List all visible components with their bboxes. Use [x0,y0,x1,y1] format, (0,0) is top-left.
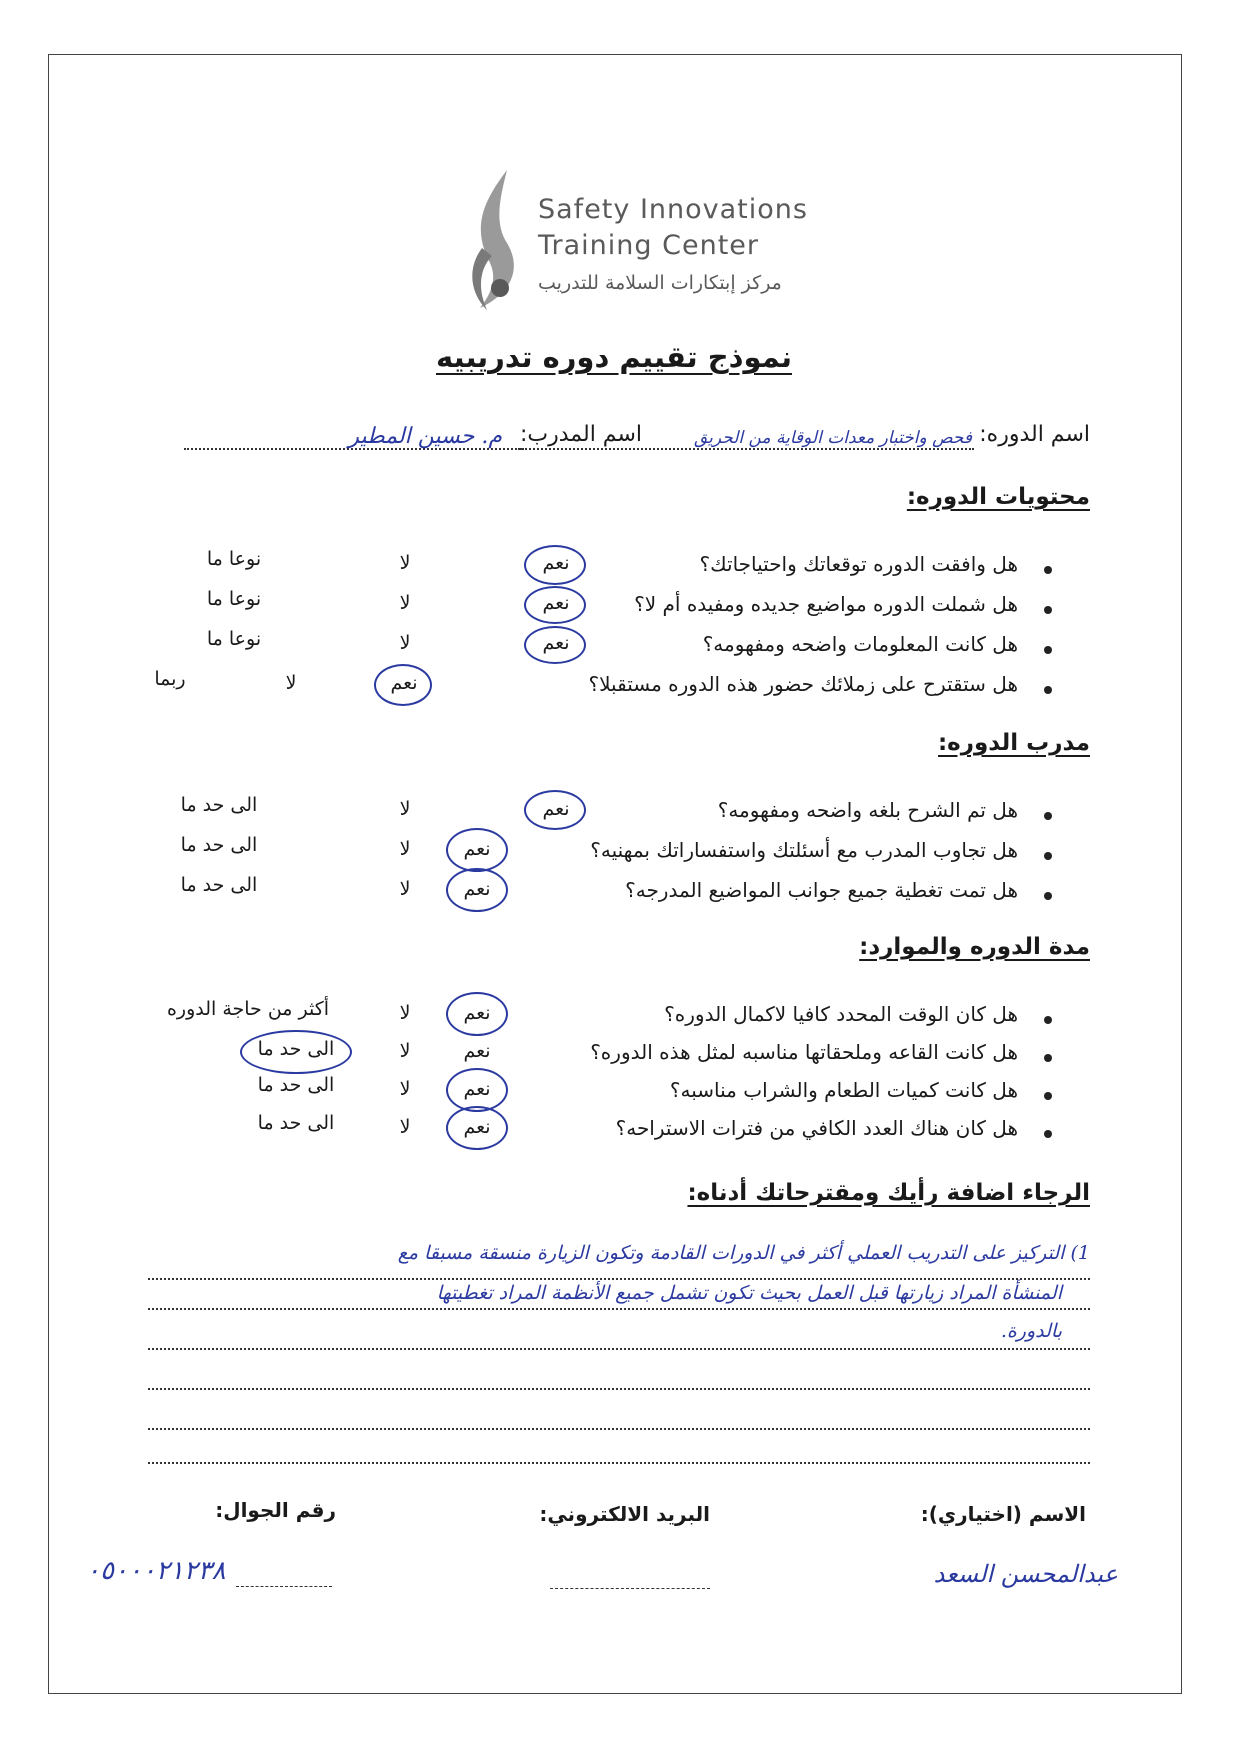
option-yes[interactable]: نعم [542,592,570,614]
option-no[interactable]: لا [399,632,411,654]
logo-flame-icon [462,168,532,318]
question-text: هل كان الوقت المحدد كافيا لاكمال الدوره؟ [664,1002,1018,1026]
question-text: هل كان هناك العدد الكافي من فترات الاستراحه؟ [615,1116,1018,1140]
logo [462,168,808,308]
phone-label: رقم الجوال: [215,1498,336,1522]
comment-line-4[interactable] [148,1388,1090,1390]
option-no[interactable]: لا [399,1002,411,1024]
option-yes[interactable]: نعم [542,798,570,820]
option-no[interactable]: لا [399,552,411,574]
option-maybe[interactable]: نوعا ما [206,628,262,650]
option-maybe[interactable]: الى حد ما [180,874,258,896]
option-no[interactable]: لا [399,798,411,820]
section-heading-duration: مدة الدوره والموارد: [859,934,1090,960]
bullet [1044,1054,1052,1062]
comment-line-3[interactable] [148,1348,1090,1350]
bullet [1044,852,1052,860]
option-no[interactable]: لا [399,878,411,900]
option-yes[interactable]: نعم [390,672,418,694]
bullet [1044,566,1052,574]
email-label: البريد الالكتروني: [539,1502,710,1526]
comments-heading: الرجاء اضافة رأيك ومقترحاتك أدناه: [687,1180,1090,1206]
option-yes[interactable]: نعم [463,1002,491,1024]
comment-text-2: المنشأة المراد زيارتها قبل العمل بحيث تكون تشمل جميع الأنظمة المراد تغطيتها [436,1282,1062,1304]
option-yes[interactable]: نعم [542,552,570,574]
comment-line-2[interactable] [148,1308,1090,1310]
option-maybe[interactable]: ربما [154,668,186,690]
bullet [1044,686,1052,694]
bullet [1044,892,1052,900]
trainer-label: اسم المدرب: [519,422,642,447]
page-title: نموذج تقييم دوره تدريبيه [436,340,792,374]
logo-arabic: مركز إبتكارات السلامة للتدريب [538,272,782,294]
option-yes[interactable]: نعم [463,1078,491,1100]
option-yes[interactable]: نعم [463,878,491,900]
bullet [1044,606,1052,614]
option-no[interactable]: لا [399,1078,411,1100]
option-maybe[interactable]: نوعا ما [206,548,262,570]
comment-line-5[interactable] [148,1428,1090,1430]
question-text: هل تمت تغطية جميع جوانب المواضيع المدرجه؟ [625,878,1018,902]
email-field[interactable] [550,1588,710,1589]
phone-underline [236,1586,332,1587]
bullet [1044,1092,1052,1100]
option-maybe[interactable]: نوعا ما [206,588,262,610]
option-no[interactable]: لا [399,592,411,614]
comment-line-6[interactable] [148,1462,1090,1464]
section-heading-contents: محتويات الدوره: [906,484,1090,510]
option-more-than-needed[interactable]: أكثر من حاجة الدوره [166,998,330,1020]
question-text: هل كانت كميات الطعام والشراب مناسبه؟ [669,1078,1018,1102]
option-yes[interactable]: نعم [463,1040,491,1062]
option-yes[interactable]: نعم [463,838,491,860]
logo-line-2: Training Center [538,230,759,261]
question-text: هل ستقترح على زملائك حضور هذه الدوره مستقبلا؟ [588,672,1018,696]
course-value: فحص واختبار معدات الوقاية من الحريق [693,428,972,448]
option-maybe[interactable]: الى حد ما [257,1074,335,1096]
phone-value[interactable]: ٠٥٠٠٠٢١٢٣٨ [86,1556,226,1586]
question-text: هل تم الشرح بلغه واضحه ومفهومه؟ [717,798,1018,822]
question-text: هل شملت الدوره مواضيع جديده ومفيده أم لا؟ [634,592,1018,616]
trainer-value: م. حسين المطير [348,424,502,449]
bullet [1044,1130,1052,1138]
option-yes[interactable]: نعم [463,1116,491,1138]
comment-text-1: 1) التركيز على التدريب العملي أكثر في الدورات القادمة وتكون الزيارة منسقة مسبقا مع [397,1242,1090,1264]
comment-line-1[interactable] [148,1278,1090,1280]
question-text: هل كانت القاعه وملحقاتها مناسبه لمثل هذه الدوره؟ [590,1040,1018,1064]
option-no[interactable]: لا [399,838,411,860]
option-maybe[interactable]: الى حد ما [180,834,258,856]
bullet [1044,1016,1052,1024]
option-no[interactable]: لا [399,1040,411,1062]
logo-line-1: Safety Innovations [538,194,808,225]
section-heading-trainer: مدرب الدوره: [937,730,1090,756]
course-dots [518,448,974,450]
option-maybe[interactable]: الى حد ما [180,794,258,816]
question-text: هل كانت المعلومات واضحه ومفهومه؟ [702,632,1018,656]
option-maybe[interactable]: الى حد ما [257,1112,335,1134]
option-no[interactable]: لا [285,672,297,694]
question-text: هل تجاوب المدرب مع أسئلتك واستفساراتك بمهنيه؟ [590,838,1018,862]
name-label: الاسم (اختياري): [920,1502,1086,1526]
name-value[interactable]: عبدالمحسن السعد [933,1560,1118,1588]
option-yes[interactable]: نعم [542,632,570,654]
question-text: هل وافقت الدوره توقعاتك واحتياجاتك؟ [699,552,1018,576]
course-label: اسم الدوره: [979,422,1090,447]
bullet [1044,646,1052,654]
bullet [1044,812,1052,820]
comment-text-3: بالدورة. [1000,1320,1062,1342]
option-no[interactable]: لا [399,1116,411,1138]
option-maybe[interactable]: الى حد ما [257,1038,335,1060]
